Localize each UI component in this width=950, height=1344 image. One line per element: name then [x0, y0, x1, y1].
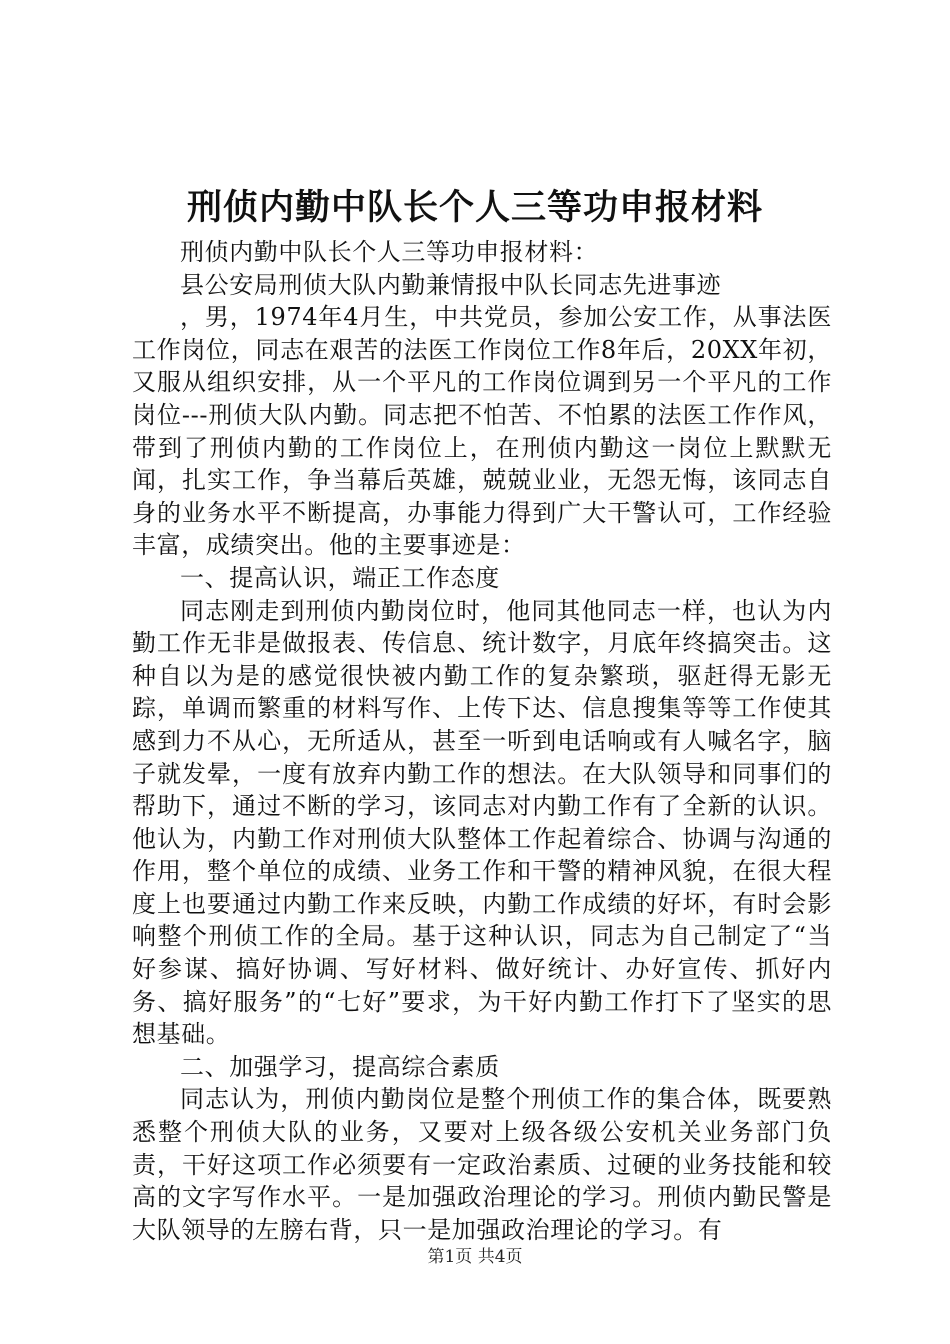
page-number-footer: 第1页 共4页: [427, 1247, 523, 1267]
document-body: [132, 236, 832, 1246]
paragraph-profile: ，男，1974年4月生，中共党员，参加公安工作，从事法医工作岗位，同志在艰苦的法医工作岗位工作8年后，20XX年初，又服从组织安排，从一个平凡的工作岗位调到另一个平凡的工作岗位---刑侦大队内勤。同志把不怕苦、不怕累的法医工作作风，带到了刑侦内勤的工作岗位上，在刑侦内勤这一岗位上默默无闻，扎实工作，争当幕后英雄，兢兢业业，无怨无悔，该同志自身的业务水平不断提高，办事能力得到广大干警认可，工作经验丰富，成绩突出。他的主要事迹是：: [132, 303, 832, 560]
document-title: 刑侦内勤中队长个人三等功申报材料: [186, 188, 763, 228]
section-heading-2: 二、加强学习，提高综合素质: [180, 1052, 500, 1081]
paragraph-section-2: 同志认为，刑侦内勤岗位是整个刑侦工作的集合体，既要熟悉整个刑侦大队的业务，又要对上级各级公安机关业务部门负责，干好这项工作必须要有一定政治素质、过硬的业务技能和较高的文字写作水平。一是加强政治理论的学习。刑侦内勤民警是大队领导的左膀右背，只一是加强政治理论的学习。有: [132, 1085, 832, 1244]
section-heading-1: 一、提高认识，端正工作态度: [180, 563, 500, 592]
paragraph-intro-heading: 刑侦内勤中队长个人三等功申报材料：: [180, 238, 599, 266]
paragraph-section-1: 同志刚走到刑侦内勤岗位时，他同其他同志一样，也认为内勤工作无非是做报表、传信息、统计数字，月底年终搞突击。这种自以为是的感觉很快被内勤工作的复杂繁琐，驱赶得无影无踪，单调而繁重的材料写作、上传下达、信息搜集等等工作使其感到力不从心，无所适从，甚至一听到电话响或有人喊名字，脑子就发晕，一度有放弃内勤工作的想法。在大队领导和同事们的帮助下，通过不断的学习，该同志对内勤工作有了全新的认识。他认为，内勤工作对刑侦大队整体工作起着综合、协调与沟通的作用，整个单位的成绩、业务工作和干警的精神风貌，在很大程度上也要通过内勤工作来反映，内勤工作成绩的好坏，有时会影响整个刑侦工作的全局。基于这种认识，同志为自己制定了“当好参谋、搞好协调、写好材料、做好统计、办好宣传、抓好内务、搞好服务”的“七好”要求，为干好内勤工作打下了坚实的思想基础。: [132, 596, 832, 1049]
paragraph-subtitle: 县公安局刑侦大队内勤兼情报中队长同志先进事迹: [180, 270, 722, 299]
